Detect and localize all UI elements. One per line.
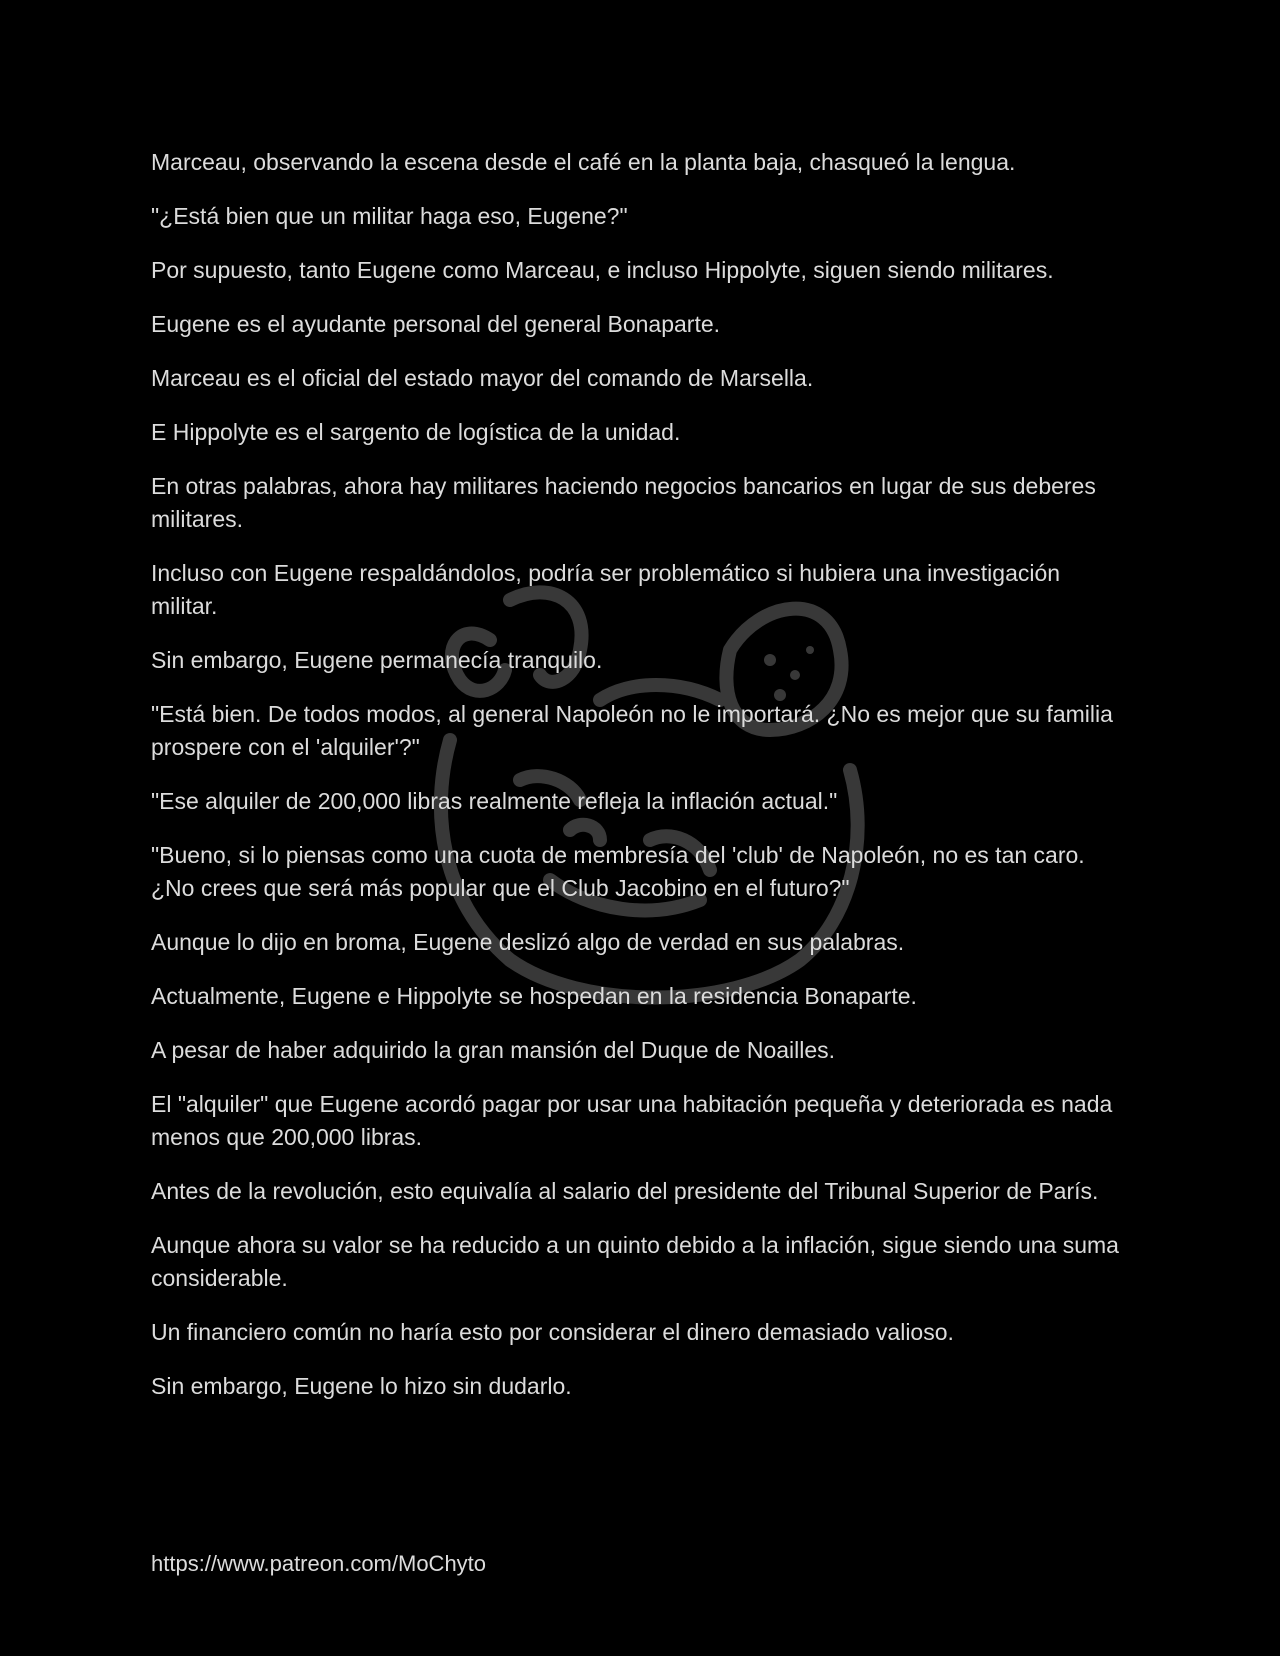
paragraph: El "alquiler" que Eugene acordó pagar por usar una habitación pequeña y deteriorada es nada menos que 200,000 libras. xyxy=(151,1091,1113,1150)
paragraph: Incluso con Eugene respaldándolos, podría ser problemático si hubiera una investigación militar. xyxy=(151,560,1061,619)
paragraph: A pesar de haber adquirido la gran mansión del Duque de Noailles. xyxy=(151,1037,836,1063)
paragraph: Marceau, observando la escena desde el café en la planta baja, chasqueó la lengua. xyxy=(151,149,1016,175)
paragraph: En otras palabras, ahora hay militares haciendo negocios bancarios en lugar de sus deberes militares. xyxy=(151,473,1096,532)
paragraph: Un financiero común no haría esto por considerar el dinero demasiado valioso. xyxy=(151,1319,954,1345)
paragraph: Eugene es el ayudante personal del general Bonaparte. xyxy=(151,311,721,337)
paragraph: "Está bien. De todos modos, al general Napoleón no le importará. ¿No es mejor que su familia prospere con el 'alquiler'?" xyxy=(151,701,1113,760)
paragraph: Por supuesto, tanto Eugene como Marceau, e incluso Hippolyte, siguen siendo militares. xyxy=(151,257,1054,283)
paragraph: Marceau es el oficial del estado mayor del comando de Marsella. xyxy=(151,365,814,391)
paragraph: "¿Está bien que un militar haga eso, Eugene?" xyxy=(151,203,628,229)
paragraph: Sin embargo, Eugene permanecía tranquilo. xyxy=(151,647,603,673)
paragraph: Actualmente, Eugene e Hippolyte se hospedan en la residencia Bonaparte. xyxy=(151,983,917,1009)
patreon-link[interactable]: https://www.patreon.com/MoChyto xyxy=(151,1551,487,1576)
paragraph: Aunque lo dijo en broma, Eugene deslizó algo de verdad en sus palabras. xyxy=(151,929,905,955)
paragraph: "Ese alquiler de 200,000 libras realmente refleja la inflación actual." xyxy=(151,788,838,814)
paragraph: "Bueno, si lo piensas como una cuota de membresía del 'club' de Napoleón, no es tan caro. ¿No crees que será más popular que el Club Jacobino en el futuro?" xyxy=(151,842,1085,901)
paragraph: Antes de la revolución, esto equivalía al salario del presidente del Tribunal Superior de París. xyxy=(151,1178,1099,1204)
chapter-text xyxy=(151,146,1131,1424)
paragraph: Sin embargo, Eugene lo hizo sin dudarlo. xyxy=(151,1373,572,1399)
paragraph: E Hippolyte es el sargento de logística de la unidad. xyxy=(151,419,681,445)
paragraph: Aunque ahora su valor se ha reducido a un quinto debido a la inflación, sigue siendo una suma considerable. xyxy=(151,1232,1119,1291)
